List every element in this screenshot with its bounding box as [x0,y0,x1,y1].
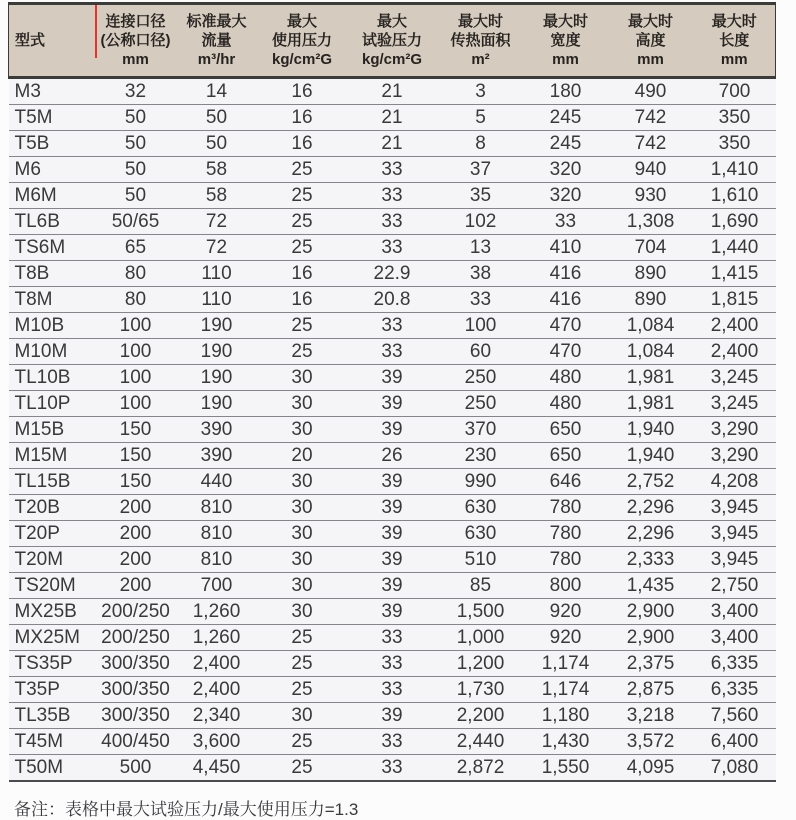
value-cell: 3,290 [694,443,776,469]
value-cell: 33 [347,157,438,183]
value-cell: 190 [176,313,258,339]
value-cell: 300/350 [96,677,176,703]
table-row [9,105,776,131]
model-cell: M6 [9,157,96,183]
value-cell: 1,440 [694,235,776,261]
table-header [9,4,776,78]
value-cell: 2,750 [694,573,776,599]
value-cell: 1,260 [176,599,258,625]
value-cell: 1,174 [524,677,608,703]
table-row [9,365,776,391]
value-cell: 4,095 [608,755,694,782]
spec-table [8,2,776,782]
header-row [9,4,776,78]
value-cell: 200/250 [96,625,176,651]
value-cell: 39 [347,365,438,391]
table-row [9,521,776,547]
value-cell: 245 [524,131,608,157]
table-row [9,157,776,183]
model-cell: T5M [9,105,96,131]
model-cell: TS20M [9,573,96,599]
value-cell: 39 [347,469,438,495]
value-cell: 39 [347,417,438,443]
value-cell: 16 [258,105,347,131]
model-cell: M10B [9,313,96,339]
table-row [9,391,776,417]
value-cell: 26 [347,443,438,469]
column-unit: kg/cm²G [361,51,422,68]
model-cell: T20P [9,521,96,547]
value-cell: 2,200 [438,703,524,729]
value-cell: 3,600 [176,729,258,755]
table-row [9,287,776,313]
value-cell: 1,174 [524,651,608,677]
value-cell: 13 [438,235,524,261]
column-header: 最大时 长度 mm [694,4,776,78]
value-cell: 780 [524,495,608,521]
table-row [9,339,776,365]
value-cell: 6,400 [694,729,776,755]
value-cell: 21 [347,131,438,157]
model-cell: TL10B [9,365,96,391]
model-cell: TS35P [9,651,96,677]
value-cell: 33 [347,313,438,339]
model-cell: M15M [9,443,96,469]
value-cell: 3,218 [608,703,694,729]
value-cell: 920 [524,625,608,651]
value-cell: 1,730 [438,677,524,703]
value-cell: 800 [524,573,608,599]
value-cell: 200 [96,573,176,599]
table-row [9,235,776,261]
value-cell: 25 [258,235,347,261]
value-cell: 8 [438,131,524,157]
value-cell: 300/350 [96,703,176,729]
value-cell: 39 [347,495,438,521]
value-cell: 810 [176,547,258,573]
column-unit: m² [471,51,490,68]
value-cell: 2,400 [176,651,258,677]
model-cell: T35P [9,677,96,703]
value-cell: 25 [258,313,347,339]
value-cell: 480 [524,391,608,417]
value-cell: 2,400 [694,339,776,365]
value-cell: 150 [96,443,176,469]
column-header: 连接口径 (公称口径) mm [96,4,176,78]
value-cell: 704 [608,235,694,261]
value-cell: 2,900 [608,599,694,625]
value-cell: 1,084 [608,339,694,365]
value-cell: 33 [347,625,438,651]
value-cell: 2,296 [608,521,694,547]
value-cell: 630 [438,521,524,547]
value-cell: 920 [524,599,608,625]
model-cell: M3 [9,78,96,105]
value-cell: 3,400 [694,599,776,625]
value-cell: 1,180 [524,703,608,729]
value-cell: 440 [176,469,258,495]
value-cell: 39 [347,521,438,547]
table-row [9,443,776,469]
value-cell: 1,084 [608,313,694,339]
value-cell: 33 [524,209,608,235]
value-cell: 60 [438,339,524,365]
table-row [9,261,776,287]
value-cell: 100 [96,391,176,417]
value-cell: 39 [347,599,438,625]
column-unit: mm [122,51,149,68]
value-cell: 200/250 [96,599,176,625]
value-cell: 30 [258,703,347,729]
table-row [9,599,776,625]
value-cell: 416 [524,261,608,287]
value-cell: 700 [176,573,258,599]
value-cell: 650 [524,443,608,469]
value-cell: 180 [524,78,608,105]
column-header: 最大时 传热面积 m² [438,4,524,78]
value-cell: 1,550 [524,755,608,782]
model-cell: TL6B [9,209,96,235]
value-cell: 890 [608,287,694,313]
table-row [9,131,776,157]
table-row [9,755,776,782]
value-cell: 50 [96,105,176,131]
value-cell: 200 [96,521,176,547]
value-cell: 3,945 [694,495,776,521]
value-cell: 20.8 [347,287,438,313]
value-cell: 1,260 [176,625,258,651]
column-header: 最大 使用压力 kg/cm²G [258,4,347,78]
value-cell: 1,940 [608,443,694,469]
value-cell: 5 [438,105,524,131]
value-cell: 940 [608,157,694,183]
value-cell: 37 [438,157,524,183]
value-cell: 490 [608,78,694,105]
value-cell: 700 [694,78,776,105]
column-header: 型式 [9,4,96,78]
model-cell: TL35B [9,703,96,729]
table-note: 备注：表格中最大试验压力/最大使用压力=1.3 [14,800,359,819]
value-cell: 250 [438,391,524,417]
value-cell: 190 [176,365,258,391]
value-cell: 30 [258,417,347,443]
value-cell: 33 [347,729,438,755]
value-cell: 16 [258,287,347,313]
value-cell: 33 [347,677,438,703]
value-cell: 2,400 [694,313,776,339]
value-cell: 30 [258,599,347,625]
table-row [9,729,776,755]
value-cell: 470 [524,339,608,365]
value-cell: 100 [96,365,176,391]
value-cell: 1,430 [524,729,608,755]
value-cell: 1,200 [438,651,524,677]
value-cell: 150 [96,417,176,443]
table-row [9,183,776,209]
value-cell: 58 [176,157,258,183]
value-cell: 200 [96,547,176,573]
value-cell: 3,572 [608,729,694,755]
value-cell: 50 [96,157,176,183]
value-cell: 50 [96,183,176,209]
value-cell: 33 [347,235,438,261]
model-cell: TL10P [9,391,96,417]
value-cell: 410 [524,235,608,261]
value-cell: 58 [176,183,258,209]
value-cell: 230 [438,443,524,469]
table-row [9,547,776,573]
value-cell: 25 [258,183,347,209]
model-cell: M15B [9,417,96,443]
value-cell: 50 [176,105,258,131]
table-row [9,677,776,703]
value-cell: 890 [608,261,694,287]
column-header: 最大时 高度 mm [608,4,694,78]
value-cell: 1,981 [608,391,694,417]
value-cell: 930 [608,183,694,209]
value-cell: 1,410 [694,157,776,183]
column-unit: mm [720,51,748,68]
model-cell: T5B [9,131,96,157]
value-cell: 400/450 [96,729,176,755]
value-cell: 2,340 [176,703,258,729]
value-cell: 38 [438,261,524,287]
value-cell: 1,981 [608,365,694,391]
value-cell: 4,450 [176,755,258,782]
value-cell: 33 [347,339,438,365]
value-cell: 22.9 [347,261,438,287]
value-cell: 100 [96,313,176,339]
value-cell: 33 [347,183,438,209]
value-cell: 25 [258,339,347,365]
value-cell: 32 [96,78,176,105]
value-cell: 7,560 [694,703,776,729]
value-cell: 33 [438,287,524,313]
table-body [9,78,776,782]
value-cell: 480 [524,365,608,391]
value-cell: 780 [524,547,608,573]
value-cell: 72 [176,235,258,261]
value-cell: 3,245 [694,365,776,391]
value-cell: 2,440 [438,729,524,755]
value-cell: 2,752 [608,469,694,495]
model-cell: T8M [9,287,96,313]
value-cell: 35 [438,183,524,209]
value-cell: 190 [176,391,258,417]
value-cell: 80 [96,287,176,313]
table-row [9,313,776,339]
column-header: 最大时 宽度 mm [524,4,608,78]
value-cell: 50/65 [96,209,176,235]
value-cell: 300/350 [96,651,176,677]
value-cell: 102 [438,209,524,235]
value-cell: 30 [258,495,347,521]
value-cell: 3 [438,78,524,105]
value-cell: 25 [258,729,347,755]
value-cell: 742 [608,131,694,157]
table-row [9,209,776,235]
value-cell: 1,308 [608,209,694,235]
column-unit: kg/cm²G [271,51,332,68]
value-cell: 25 [258,625,347,651]
value-cell: 33 [347,651,438,677]
value-cell: 25 [258,677,347,703]
value-cell: 245 [524,105,608,131]
value-cell: 630 [438,495,524,521]
value-cell: 2,400 [176,677,258,703]
value-cell: 16 [258,261,347,287]
value-cell: 72 [176,209,258,235]
value-cell: 810 [176,521,258,547]
table-row [9,78,776,105]
value-cell: 50 [96,131,176,157]
value-cell: 16 [258,78,347,105]
value-cell: 250 [438,365,524,391]
value-cell: 646 [524,469,608,495]
value-cell: 416 [524,287,608,313]
value-cell: 810 [176,495,258,521]
value-cell: 370 [438,417,524,443]
value-cell: 500 [96,755,176,782]
model-cell: MX25M [9,625,96,651]
model-cell: T45M [9,729,96,755]
column-unit: mm [637,51,664,68]
value-cell: 30 [258,469,347,495]
value-cell: 30 [258,521,347,547]
value-cell: 650 [524,417,608,443]
value-cell: 780 [524,521,608,547]
value-cell: 2,375 [608,651,694,677]
value-cell: 16 [258,131,347,157]
value-cell: 1,435 [608,573,694,599]
value-cell: 50 [176,131,258,157]
table-row [9,651,776,677]
value-cell: 110 [176,287,258,313]
value-cell: 1,940 [608,417,694,443]
value-cell: 390 [176,417,258,443]
value-cell: 30 [258,547,347,573]
value-cell: 65 [96,235,176,261]
value-cell: 350 [694,105,776,131]
value-cell: 25 [258,209,347,235]
value-cell: 14 [176,78,258,105]
value-cell: 1,610 [694,183,776,209]
value-cell: 39 [347,573,438,599]
model-cell: M6M [9,183,96,209]
value-cell: 30 [258,365,347,391]
model-cell: TS6M [9,235,96,261]
value-cell: 7,080 [694,755,776,782]
value-cell: 110 [176,261,258,287]
table-row [9,469,776,495]
value-cell: 3,245 [694,391,776,417]
value-cell: 1,000 [438,625,524,651]
value-cell: 1,690 [694,209,776,235]
value-cell: 6,335 [694,677,776,703]
column-header: 最大 试验压力 kg/cm²G [347,4,438,78]
value-cell: 1,500 [438,599,524,625]
model-cell: T50M [9,755,96,782]
column-unit: mm [552,51,579,68]
value-cell: 100 [438,313,524,339]
table-row [9,417,776,443]
value-cell: 390 [176,443,258,469]
value-cell: 20 [258,443,347,469]
model-cell: MX25B [9,599,96,625]
value-cell: 2,875 [608,677,694,703]
value-cell: 3,945 [694,547,776,573]
table-row [9,495,776,521]
value-cell: 742 [608,105,694,131]
value-cell: 39 [347,547,438,573]
value-cell: 30 [258,573,347,599]
value-cell: 39 [347,703,438,729]
model-cell: TL15B [9,469,96,495]
value-cell: 1,815 [694,287,776,313]
table-row [9,703,776,729]
value-cell: 3,400 [694,625,776,651]
value-cell: 39 [347,391,438,417]
value-cell: 2,333 [608,547,694,573]
value-cell: 4,208 [694,469,776,495]
value-cell: 320 [524,183,608,209]
model-cell: T8B [9,261,96,287]
value-cell: 6,335 [694,651,776,677]
value-cell: 2,296 [608,495,694,521]
value-cell: 470 [524,313,608,339]
value-cell: 2,900 [608,625,694,651]
value-cell: 150 [96,469,176,495]
value-cell: 80 [96,261,176,287]
value-cell: 3,290 [694,417,776,443]
value-cell: 25 [258,157,347,183]
table-row [9,625,776,651]
value-cell: 320 [524,157,608,183]
model-cell: M10M [9,339,96,365]
table-row [9,573,776,599]
value-cell: 510 [438,547,524,573]
value-cell: 350 [694,131,776,157]
column-unit: m³/hr [197,51,236,68]
value-cell: 21 [347,78,438,105]
value-cell: 33 [347,755,438,782]
value-cell: 25 [258,755,347,782]
value-cell: 30 [258,391,347,417]
value-cell: 100 [96,339,176,365]
value-cell: 2,872 [438,755,524,782]
model-cell: T20B [9,495,96,521]
value-cell: 990 [438,469,524,495]
value-cell: 3,945 [694,521,776,547]
value-cell: 190 [176,339,258,365]
value-cell: 1,415 [694,261,776,287]
model-cell: T20M [9,547,96,573]
value-cell: 85 [438,573,524,599]
value-cell: 25 [258,651,347,677]
value-cell: 21 [347,105,438,131]
value-cell: 200 [96,495,176,521]
value-cell: 33 [347,209,438,235]
column-header: 标准最大 流量 m³/hr [176,4,258,78]
